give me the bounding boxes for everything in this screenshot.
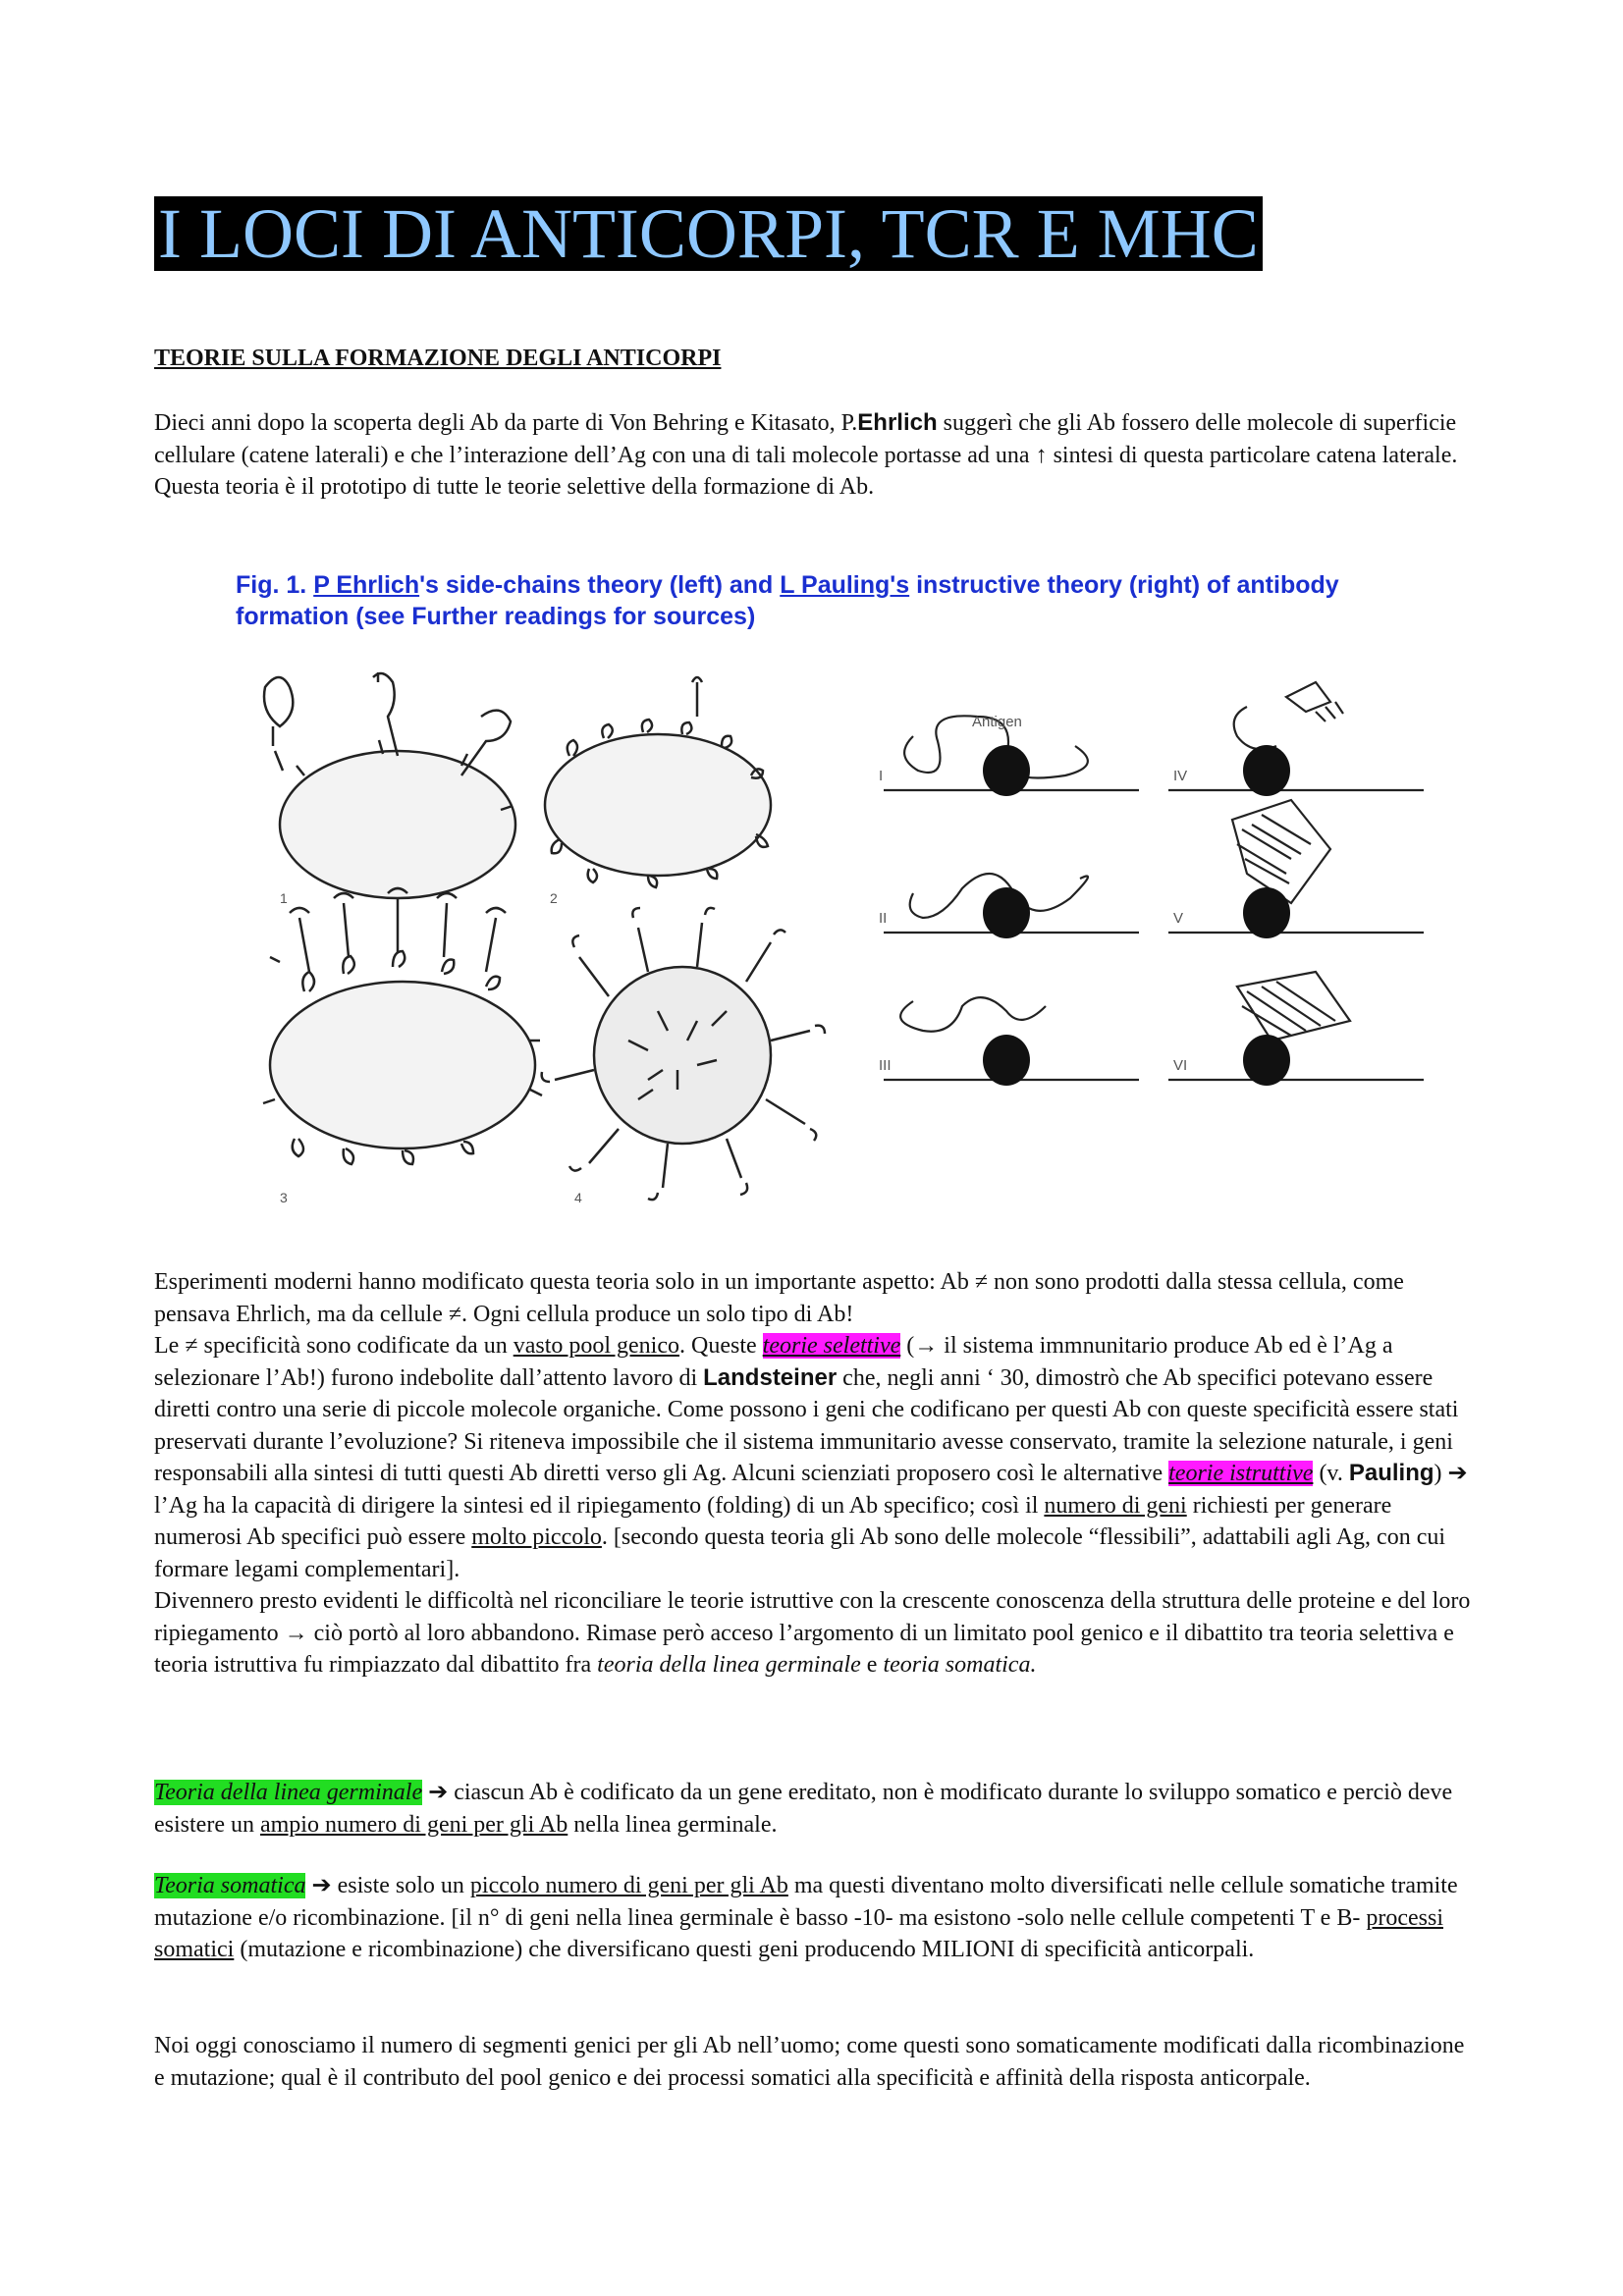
label-4: 4 [574, 1190, 582, 1205]
theory-discussion-paragraph [154, 1266, 1480, 1682]
label-2: 2 [550, 890, 558, 906]
antigen-2 [983, 887, 1030, 938]
side-chain-theory-illustration [236, 667, 844, 1212]
ehrlich-name: Ehrlich [857, 409, 938, 436]
germline-theory-paragraph: Teoria della linea germinale ➔ ciascun Ab è codificato da un gene ereditato, non è modificato durante lo sviluppo somatico e perciò deve esistere un ampio numero di geni per gli Ab nella linea germinale. [154, 1780, 1453, 1838]
ehrlich-link[interactable]: P Ehrlich [313, 571, 420, 599]
somatic-theory-highlight: Teoria somatica [154, 1873, 306, 1898]
pauling-link[interactable]: L Pauling's [780, 571, 910, 599]
cell-2 [545, 734, 771, 876]
label-III: III [879, 1057, 892, 1074]
cell-3 [270, 982, 535, 1148]
section-heading: TEORIE SULLA FORMAZIONE DEGLI ANTICORPI [154, 346, 722, 371]
abandonment-text: Divennero presto evidenti le difficoltà nel riconciliare le teorie istruttive con la crescente conoscenza della struttura delle proteine e del loro ripiegamento → ciò portò al loro abbandono. Rimase però acceso l’argomento di un limitato pool genico e il dibattito tra teoria selettiva e teoria istruttiva fu rimpiazzato dal dibattito fra teoria della linea germinale e teoria somatica. [154, 1588, 1471, 1678]
instructive-theory-illustration [874, 667, 1424, 1158]
selective-theories-text: Le ≠ specificità sono codificate da un vasto pool genico. Queste teorie selettive (→ il sistema immnunitario produce Ab ed è l’Ag a selezionare l’Ab!) furono indebolite dall’attento lavoro di Landsteiner che, negli anni ‘ 30, dimostrò che Ab specifici potevano essere diretti contro una serie di piccole molecole organiche. Come possono i geni che codificano per questi Ab con queste specificità essere stati preservati durante l’evoluzione? Si riteneva impossibile che il sistema immunitario avesse conservato, tramite la selezione naturale, i geni responsabili alla sintesi di tutti questi Ab diretti verso gli Ag. Alcuni scienziati proposero così le alternative teorie istruttive (v. Pauling) ➔ l’Ag ha la capacità di dirigere la sintesi ed il ripiegamento (folding) di un Ab specifico; così il numero di geni richiesti per generare numerosi Ab specifici può essere molto piccolo. [secondo questa teoria gli Ab sono delle molecole “flessibili”, adattabili agli Ag, con cui formare legami complementari]. [154, 1333, 1468, 1582]
label-VI: VI [1173, 1057, 1188, 1074]
label-I: I [879, 768, 884, 784]
intro-paragraph: Dieci anni dopo la scoperta degli Ab da parte di Von Behring e Kitasato, P.Ehrlich suggerì che gli Ab fossero delle molecole di superficie cellulare (catene laterali) e che l’interazione dell’Ag con una di tali molecole portasse ad una ↑ sintesi di questa particolare catena laterale. Questa teoria è il prototipo di tutte le teorie selettive della formazione di Ab. [154, 409, 1458, 500]
label-II: II [879, 910, 888, 927]
antigen-5 [1243, 887, 1290, 938]
pauling-name: Pauling [1348, 1460, 1434, 1486]
label-3: 3 [280, 1190, 288, 1205]
figure-caption: Fig. 1. P Ehrlich's side-chains theory (left) and L Pauling's instructive theory (right) of antibody formation (see Further readings for sources) [236, 571, 1339, 630]
antigen-6 [1243, 1035, 1290, 1086]
antigen-label: Antigen [972, 714, 1022, 730]
label-V: V [1173, 910, 1184, 927]
antigen-1 [983, 745, 1030, 796]
label-1: 1 [280, 890, 288, 906]
label-IV: IV [1173, 768, 1188, 784]
antigen-3 [983, 1035, 1030, 1086]
germline-theory-highlight: Teoria della linea germinale [154, 1780, 423, 1805]
antigen-4 [1243, 745, 1290, 796]
conclusion-paragraph: Noi oggi conosciamo il numero di segmenti genici per gli Ab nell’uomo; come questi sono somaticamente modificati dalla ricombinazione e mutazione; qual è il contributo del pool genico e dei processi somatici alla specificità e affinità della risposta anticorpale. [154, 2033, 1465, 2091]
selective-theories-highlight: teorie selettive [762, 1333, 901, 1359]
modern-experiments-text: Esperimenti moderni hanno modificato questa teoria solo in un importante aspetto: Ab ≠ non sono prodotti dalla stessa cellula, come pensava Ehrlich, ma da cellule ≠. Ogni cellula produce un solo tipo di Ab! [154, 1269, 1404, 1327]
somatic-theory-paragraph: Teoria somatica ➔ esiste solo un piccolo numero di geni per gli Ab ma questi diventano molto diversificati nelle cellule somatiche tramite mutazione e/o ricombinazione. [il n° di geni nella linea germinale è basso -10- ma esistono -solo nelle cellule competenti T e B- processi somatici (mutazione e ricombinazione) che diversificano questi geni producendo MILIONI di specificità anticorpali. [154, 1873, 1458, 1962]
cell-1 [280, 751, 515, 898]
page-title: I LOCI DI ANTICORPI, TCR E MHC [154, 196, 1263, 271]
cell-4 [594, 967, 771, 1144]
landsteiner-name: Landsteiner [703, 1363, 838, 1391]
instructive-theories-highlight: teorie istruttive [1168, 1461, 1314, 1486]
